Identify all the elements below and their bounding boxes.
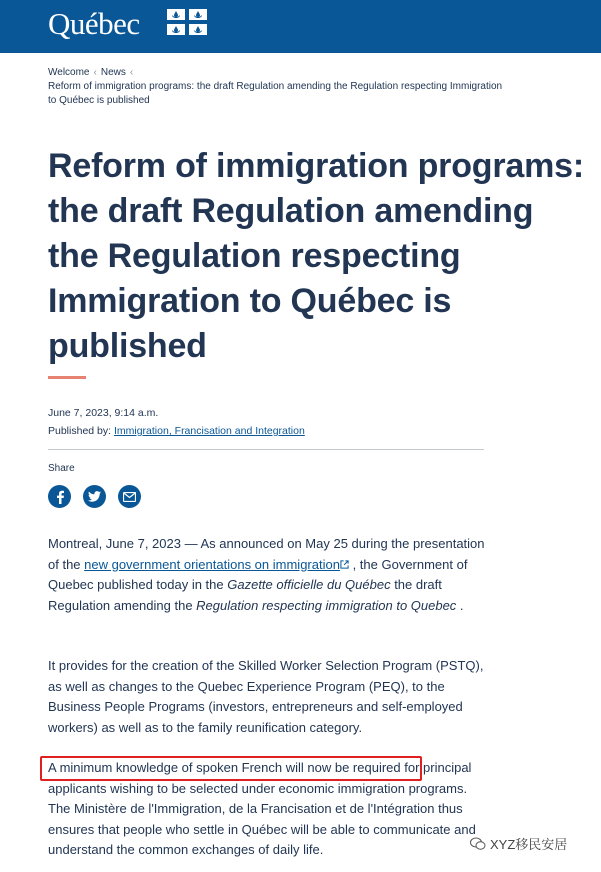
facebook-icon [54,490,66,504]
title-accent-bar [48,376,86,379]
breadcrumb-current-cont: to Québec is published [48,95,150,106]
publisher-link[interactable]: Immigration, Francisation and Integration [113,425,305,437]
highlighted-requirement: A minimum knowledge of spoken French will now be required [48,760,401,775]
orientations-link[interactable]: new government orientations on immigration [84,556,340,572]
page-title: Reform of immigration programs: the draft Regulation amending the Regulation respecting Immigration to Québec is published [48,147,584,365]
p1-text: the draft Regulation amending the [48,577,442,613]
external-link-icon [340,560,349,569]
fleur-de-lis-flag-icon [167,9,207,35]
paragraph-intro [48,534,488,616]
email-icon [123,492,136,502]
gazette-name: Gazette officielle du Québec [227,577,391,593]
wechat-icon [470,837,486,851]
twitter-share-button[interactable] [83,485,106,508]
watermark-text: XYZ移民安居 [490,837,568,852]
email-share-button[interactable] [118,485,141,508]
paragraph-programs: It provides for the creation of the Skilled Worker Selection Program (PSTQ), as well as changes to the Quebec Experience Program (PEQ), to the Business People Programs (investors, entrepreneurs and self-employed workers) as well as to the family reunification category. [48,658,484,735]
breadcrumb-news[interactable]: News [100,67,126,78]
published-by-label: Published by: [48,425,112,437]
watermark [470,834,567,853]
site-header [0,0,601,53]
p1-text: Montreal, June 7, 2023 — As announced on May 25 during the presentation of the [48,536,485,572]
p1-text: . [456,597,464,613]
p3-text: for principal applicants wishing to be selected under economic immigration programs. The Ministère de l'Immigration, de la Francisation et de l'Intégration thus ensures that people who settle in Québec will be able to communicate and understand the common exchanges of daily life. [48,760,476,858]
chevron-left-icon: ‹ [93,67,97,78]
regulation-name: Regulation respecting immigration to Quebec [196,597,457,613]
share-label: Share [48,463,75,474]
p1-text: , the Government of Quebec published today in the [48,556,468,593]
breadcrumb-welcome[interactable]: Welcome [48,67,90,78]
twitter-icon [88,491,101,502]
breadcrumb-current: Reform of immigration programs: the draft Regulation amending the Regulation respecting Immigration [48,81,503,92]
divider [48,449,484,450]
facebook-share-button[interactable] [48,485,71,508]
chevron-left-icon: ‹ [129,67,134,78]
highlight-annotation [40,756,422,781]
quebec-logo[interactable]: Québec [48,6,140,41]
publish-date: June 7, 2023, 9:14 a.m. [48,407,159,419]
article-meta [48,404,305,440]
breadcrumb [48,66,548,108]
